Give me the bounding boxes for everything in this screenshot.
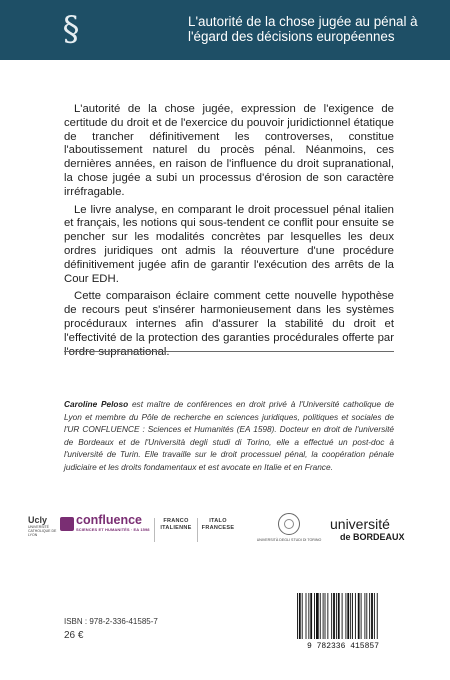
barcode-bar — [342, 593, 343, 639]
partner-logos — [28, 513, 428, 563]
barcode-bar — [358, 593, 360, 639]
torino-seal-icon — [278, 513, 300, 535]
barcode-bar — [323, 593, 324, 639]
barcode-bar — [306, 593, 307, 639]
barcode-bar — [316, 593, 319, 639]
cover-header-band — [0, 0, 450, 60]
barcode-bar — [371, 593, 373, 639]
barcode-bar — [308, 593, 309, 639]
barcode-bar — [345, 593, 346, 639]
barcode-bar — [350, 593, 351, 639]
italo-logo-line-2: FRANCESE — [201, 525, 235, 531]
confluence-logo-subtitle: SCIENCES ET HUMANITÉS · EA 1598 — [76, 527, 150, 532]
divider — [64, 351, 394, 352]
confluence-logo — [76, 513, 151, 533]
barcode-bar — [374, 593, 375, 639]
price: 26 € — [64, 630, 84, 641]
barcode-number: 9 782336 415857 — [306, 642, 380, 650]
barcode-bar — [310, 593, 312, 639]
author-name: Caroline Peloso — [64, 399, 129, 409]
summary-paragraph: L'autorité de la chose jugée, expression de l'exigence de certitude du droit et de l'exercice du pouvoir juridictionnel étatique de trancher définitivement les controverses, constitue l'aboutissement naturel du procès pénal. Néanmoins, ces dernières années, en raison de l'influence du droit supranational, la chose jugée a subi un processus d'érosion de son caractère irréfragable. — [64, 103, 394, 198]
barcode-bar — [352, 593, 353, 639]
barcode-bar — [377, 593, 378, 639]
ucly-logo — [28, 515, 58, 537]
summary-paragraph: Le livre analyse, en comparant le droit processuel pénal italien et français, les notions qui sous-tendent ce conflit pour ensuite se pencher sur les modalités concrètes par lesquelles les deux ordres juridiques ont admis la réouverture d'une procédure définitivement jugée afin de garantir l'exécution des arrêts de la Cour EDH. — [64, 203, 394, 285]
bordeaux-logo — [330, 517, 410, 542]
summary-paragraph: Cette comparaison éclaire comment cette nouvelle hypothèse de recours peut s'insérer harmonieusement dans les systèmes procéduraux internes afin d'assurer la stabilité du droit et l'effectivité de la protection des garanties procédurales offerte par l'ordre supranational. — [64, 290, 394, 358]
franco-italienne-logo — [158, 518, 194, 532]
franco-logo-line-2: ITALIENNE — [160, 525, 192, 531]
confluence-logo-text: confluence — [76, 513, 142, 527]
barcode-bar — [361, 593, 362, 639]
barcode-bar — [299, 593, 301, 639]
barcode-bar — [325, 593, 326, 639]
barcode-bar — [369, 593, 370, 639]
franco-logo-line-1: FRANCO — [163, 518, 189, 524]
book-title: L'autorité de la chose jugée au pénal à l'égard des décisions européennes — [188, 14, 418, 44]
barcode-bar — [327, 593, 328, 639]
barcode-bar — [302, 593, 303, 639]
author-bio-text: est maître de conférences en droit privé à l'Université catholique de Lyon et membre du Pôle de recherche en sciences juridiques, politiques et sociales de l'UR CONFLUENCE : Sciences et Humanités (EA 1598). Docteur en droit de l'université de Bordeaux et de l'Università degli studi di Torino, elle a effectué un post-doc à l'université de Turin. Elle travaille sur le droit processuel pénal, la coopération pénale judiciaire et les droits fondamentaux et est avocate en Italie et en France. — [64, 399, 394, 472]
ucly-logo-subtitle: UNIVERSITÉ CATHOLIQUE DE LYON — [28, 525, 57, 537]
italo-logo-line-1: ITALO — [209, 518, 227, 524]
italo-francese-logo — [200, 518, 236, 532]
book-summary — [64, 103, 394, 363]
ucly-logo-text: Ucly — [28, 515, 48, 525]
isbn: ISBN : 978-2-336-41585-7 — [64, 617, 158, 626]
barcode-bar — [347, 593, 349, 639]
barcode-bar — [297, 593, 298, 639]
barcode-bar — [314, 593, 315, 639]
barcode — [293, 592, 393, 650]
barcode-bar — [333, 593, 335, 639]
torino-logo-text: UNIVERSITÀ DEGLI STUDI DI TORINO — [256, 538, 322, 542]
barcode-bar — [364, 593, 365, 639]
barcode-bar — [355, 593, 356, 639]
barcode-bar — [338, 593, 340, 639]
barcode-bar — [336, 593, 337, 639]
barcode-bar — [320, 593, 321, 639]
barcode-bar — [366, 593, 367, 639]
barcode-bar — [331, 593, 332, 639]
bordeaux-logo-line-1: université — [330, 516, 390, 532]
section-sign-logo: § — [62, 9, 80, 49]
logo-separator — [154, 518, 155, 542]
bordeaux-logo-line-2: de BORDEAUX — [340, 532, 405, 542]
logo-separator — [197, 518, 198, 542]
barcode-bars — [297, 593, 378, 639]
author-bio — [64, 398, 394, 474]
confluence-mark-icon — [60, 517, 74, 531]
